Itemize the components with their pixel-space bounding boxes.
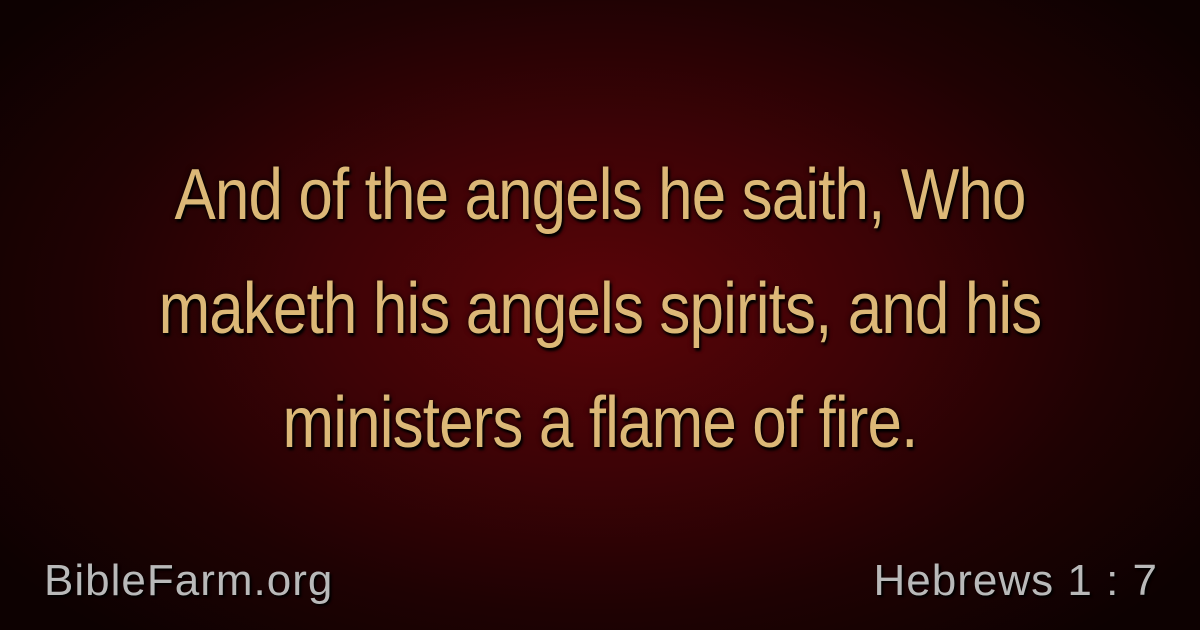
verse-text: And of the angels he saith, Who maketh his angels spirits, and his ministers a flame of fire. [158,155,1042,463]
verse-reference: Hebrews 1 : 7 [873,556,1158,605]
site-name: BibleFarm.org [44,556,334,605]
